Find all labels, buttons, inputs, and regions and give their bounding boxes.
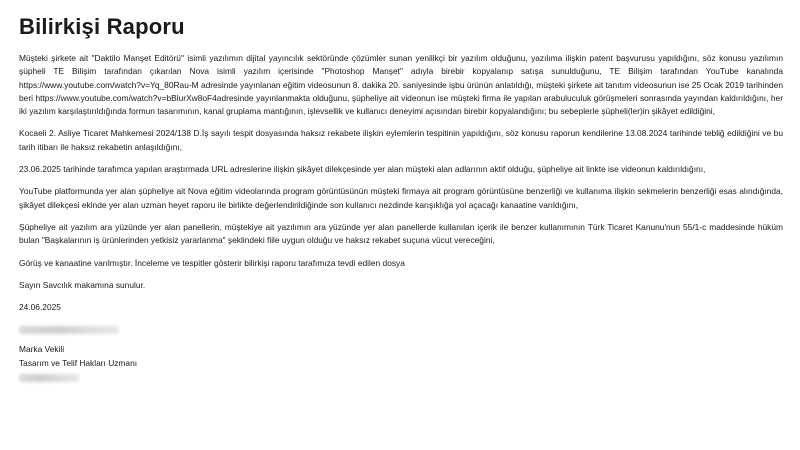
- signature-role: Tasarım ve Telif Hakları Uzmanı: [19, 357, 138, 368]
- report-document: [19, 12, 783, 386]
- paragraph-complaint: Müşteki şirkete ait "Daktilo Manşet Editörü" isimli yazılımın dijital yayıncılık sektöründe çözümler sunan yenilikçi bir yazılım olduğunu, yazılıma ilişkin patent başvurusu yapıldığını, söz konusu yazılımın şüpheli TE Bilişim tarafından çıkarılan Nova isimli yazılım içerisinde "Photoshop Manşet" adıyla birebir kopyalanıp satışa sunulduğunu, TE Bilişim tarafından YouTube kanalında https://www.youtube.com/watch?v=Yq_80Rau-M adresinde yayınlanan eğitim videosunun 8. dakika 20. saniyesinde işbu ürünün anlatıldığı, müşteki şirkete ait tanıtım videosunun ise 25 Ocak 2019 tarihinden beri https://www.youtube.com/watch?v=bBlurXw8oF4adresinde yayınlanmakta olduğunu, şüpheliye ait videonun ise müşteki firma ile yapılan arabuluculuk görüşmeleri sonrasında yayından kaldırıldığını, her iki yazılım karşılaştırıldığında formun tasarımının, kanal gruplama mantığının, işlevsellik ve kullanıcı deneyimi açısından birebir kopyalandığını; bu sebeplerle şüpheli(ler)in şikâyet edildiğini,: [19, 53, 783, 117]
- paragraph-research: 23.06.2025 tarihinde tarafımca yapılan araştırmada URL adreslerine ilişkin şikâyet dilekçesinde yer alan müşteki alan adlarının aktif olduğu, şüpheliye ait linkte ise videonun kaldırıldığını,: [19, 164, 706, 175]
- paragraph-conclusion: Görüş ve kanaatine varılmıştır. İnceleme ve tespitler gösterir bilirkişi raporu tarafımıza tevdi edilen dosya: [19, 257, 405, 268]
- redacted-signature: [19, 374, 79, 382]
- paragraph-court-file: Kocaeli 2. Asliye Ticaret Mahkemesi 2024/138 D.İş sayılı tespit dosyasında haksız rekabete ilişkin eylemlerin tespitinin yapıldığını, söz konusu raporun kendilerine 13.08.2024 tarihinde tebliğ edildiğini ve bu tarih itibarı ile haksız rekabetin anlaşıldığını,: [19, 128, 783, 152]
- paragraph-similarity: YouTube platformunda yer alan şüpheliye ait Nova eğitim videolarında program görüntüsünün müşteki firmaya ait program görüntüsüne benzerliği ve kullanıma ilişkin sekmelerin benzerliği esas alındığında, şikâyet dilekçesi ekinde yer alan uzman heyet raporu ile birlikte değerlendirildiğinde son kullanıcı nezdinde karışıklığa yol açacağı kanaatine varıldığını,: [19, 186, 783, 210]
- signature-title: Marka Vekili: [19, 344, 65, 355]
- paragraph-submission: Sayın Savcılık makamına sunulur.: [19, 279, 146, 290]
- paragraph-legal-basis: Şüpheliye ait yazılım ara yüzünde yer alan panellerin, müştekiye ait yazılımın ara yüzünde yer alan panellerde kullanılan içerik ile benzer kullanımının Türk Ticaret Kanunu'nun 55/1-c maddesinde hüküm bulan "Başkalarının iş ürünlerinden yetkisiz yararlanma" şeklindeki fiile uygun olduğu ve haksız rekabet suçuna vücut vereceğini,: [19, 221, 783, 246]
- page-title: Bilirkişi Raporu: [19, 14, 185, 39]
- report-date: 24.06.2025: [19, 302, 61, 313]
- redacted-name: [19, 326, 119, 334]
